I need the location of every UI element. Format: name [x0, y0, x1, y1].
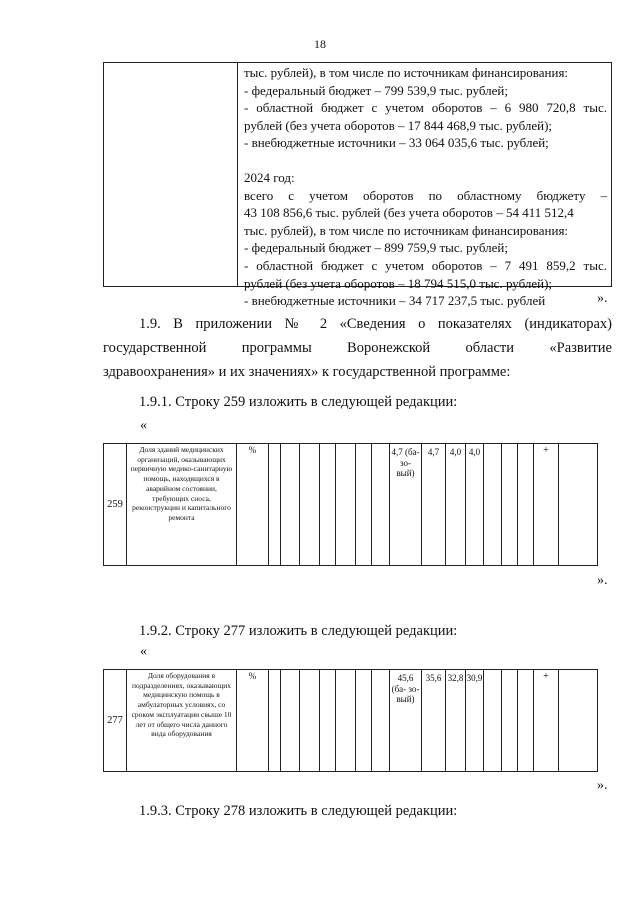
funding-line: - областной бюджет с учетом оборотов – 6 980 720,8 тыс. [244, 100, 607, 116]
empty-cell [518, 444, 534, 566]
empty-cell [300, 444, 320, 566]
value-cell: 4,0 [446, 444, 466, 566]
funding-line: 43 108 856,6 тыс. рублей (без учета оборотов – 54 411 512,4 [244, 205, 574, 221]
empty-cell [559, 670, 598, 772]
row-number: 277 [104, 670, 127, 772]
funding-line: тыс. рублей), в том числе по источникам финансирования: [244, 65, 569, 80]
funding-table-text-cell [244, 64, 607, 310]
closing-quote: ». [597, 291, 608, 306]
empty-cell [518, 670, 534, 772]
funding-line: рублей (без учета оборотов – 18 794 515,0 тыс. рублей); [244, 275, 553, 291]
paragraph-line: здравоохранения» и их значениях» к государственной программе: [103, 364, 511, 380]
funding-line: 2024 год: [244, 169, 295, 185]
open-quote: « [140, 418, 147, 433]
funding-line: рублей (без учета оборотов – 17 844 468,9 тыс. рублей); [244, 117, 553, 133]
value-cell: 35,6 [422, 670, 446, 772]
empty-cell [281, 670, 300, 772]
base-value-cell: 45,6 (ба- зо- вый) [390, 670, 422, 772]
table-row [104, 670, 598, 772]
closing-quote: ». [597, 573, 608, 588]
funding-line: - внебюджетные источники – 33 064 035,6 тыс. рублей; [244, 135, 549, 151]
heading-1-9-3: 1.9.3. Строку 278 изложить в следующей редакции: [139, 803, 458, 819]
empty-cell [372, 444, 390, 566]
empty-cell [372, 670, 390, 772]
empty-cell [336, 670, 356, 772]
flag-cell: + [534, 670, 559, 772]
empty-cell [281, 444, 300, 566]
funding-line: - внебюджетные источники – 34 717 237,5 тыс. рублей [244, 293, 546, 309]
empty-cell [269, 444, 281, 566]
heading-1-9-1: 1.9.1. Строку 259 изложить в следующей редакции: [139, 394, 458, 410]
empty-cell [300, 670, 320, 772]
funding-line: - федеральный бюджет – 899 759,9 тыс. рублей; [244, 240, 508, 256]
closing-quote: ». [597, 778, 608, 793]
value-cell: 4,7 [422, 444, 446, 566]
row-number: 259 [104, 444, 127, 566]
empty-cell [559, 444, 598, 566]
funding-line: - областной бюджет с учетом оборотов – 7 491 859,2 тыс. [244, 257, 607, 273]
empty-cell [484, 444, 502, 566]
empty-cell [356, 670, 372, 772]
page-number: 18 [314, 37, 326, 51]
funding-line-blank [244, 152, 607, 169]
empty-cell [502, 444, 518, 566]
indicator-name: Доля зданий медицинских организаций, оказывающих первичную медико-санитарную помощь, находящихся в аварийном состоянии, требующих сноса, реконструкции и капитального ремонта [127, 444, 237, 566]
indicator-table-277 [103, 669, 598, 772]
empty-cell [336, 444, 356, 566]
empty-cell [320, 670, 336, 772]
indicator-name: Доля оборудования в подразделениях, оказывающих медицинскую помощь в амбулаторных условиях, со сроком эксплуатации свыше 10 лет от общего числа данного вида оборудования [127, 670, 237, 772]
funding-line: - федеральный бюджет – 799 539,9 тыс. рублей; [244, 82, 508, 98]
value-cell: 30,9 [466, 670, 484, 772]
empty-cell [269, 670, 281, 772]
value-cell: 4,0 [466, 444, 484, 566]
unit-cell: % [237, 444, 269, 566]
paragraph-line: государственной программы Воронежской области «Развитие [103, 340, 612, 356]
empty-cell [356, 444, 372, 566]
empty-cell [502, 670, 518, 772]
table-row [104, 444, 598, 566]
value-cell: 32,8 [446, 670, 466, 772]
flag-cell: + [534, 444, 559, 566]
funding-table-label-cell [104, 63, 238, 286]
funding-table-continuation [103, 62, 612, 309]
empty-cell [484, 670, 502, 772]
paragraph-1-9 [103, 312, 612, 384]
open-quote: « [140, 644, 147, 659]
unit-cell: % [237, 670, 269, 772]
base-value-cell: 4,7 (ба- зо- вый) [390, 444, 422, 566]
indicator-table-259 [103, 443, 598, 566]
paragraph-line: 1.9. В приложении № 2 «Сведения о показателях (индикаторах) [139, 316, 612, 332]
funding-line: всего с учетом оборотов по областному бюджету – [244, 187, 607, 203]
funding-line: тыс. рублей), в том числе по источникам финансирования: [244, 222, 569, 238]
empty-cell [320, 444, 336, 566]
heading-1-9-2: 1.9.2. Строку 277 изложить в следующей редакции: [139, 623, 458, 639]
